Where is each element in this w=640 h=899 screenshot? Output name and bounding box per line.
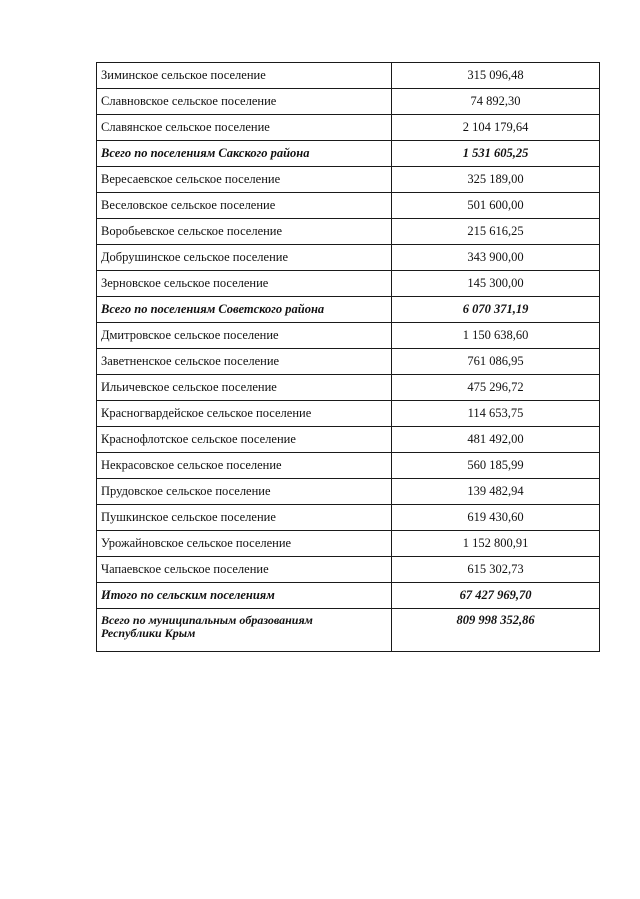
amount-cell: 139 482,94 [392, 479, 600, 505]
subtotal-amount-cell: 6 070 371,19 [392, 297, 600, 323]
table-row [97, 115, 600, 141]
amount-cell: 2 104 179,64 [392, 115, 600, 141]
table-row [97, 63, 600, 89]
grand-total-name-cell [97, 609, 392, 652]
settlement-name-cell: Славновское сельское поселение [97, 89, 392, 115]
table-row [97, 323, 600, 349]
amount-cell: 481 492,00 [392, 427, 600, 453]
settlements-budget-table [96, 62, 600, 652]
settlement-name-cell: Ильичевское сельское поселение [97, 375, 392, 401]
amount-cell: 343 900,00 [392, 245, 600, 271]
settlement-name-cell: Некрасовское сельское поселение [97, 453, 392, 479]
amount-cell: 114 653,75 [392, 401, 600, 427]
subtotal-row [97, 141, 600, 167]
amount-cell: 619 430,60 [392, 505, 600, 531]
table-row [97, 89, 600, 115]
subtotal-row [97, 583, 600, 609]
table-row [97, 427, 600, 453]
table-row [97, 193, 600, 219]
settlement-name-cell: Воробьевское сельское поселение [97, 219, 392, 245]
table-row [97, 401, 600, 427]
table-body [97, 63, 600, 652]
settlement-name-cell: Славянское сельское поселение [97, 115, 392, 141]
amount-cell: 761 086,95 [392, 349, 600, 375]
amount-cell: 145 300,00 [392, 271, 600, 297]
amount-cell: 1 150 638,60 [392, 323, 600, 349]
table-row [97, 453, 600, 479]
amount-cell: 74 892,30 [392, 89, 600, 115]
amount-cell: 560 185,99 [392, 453, 600, 479]
table-row [97, 479, 600, 505]
settlement-name-cell: Чапаевское сельское поселение [97, 557, 392, 583]
subtotal-name-cell: Итого по сельским поселениям [97, 583, 392, 609]
table-row [97, 557, 600, 583]
settlement-name-cell: Добрушинское сельское поселение [97, 245, 392, 271]
table-row [97, 219, 600, 245]
table-row [97, 245, 600, 271]
amount-cell: 1 152 800,91 [392, 531, 600, 557]
amount-cell: 325 189,00 [392, 167, 600, 193]
amount-cell: 501 600,00 [392, 193, 600, 219]
amount-cell: 615 302,73 [392, 557, 600, 583]
table-row [97, 505, 600, 531]
table-row [97, 271, 600, 297]
settlement-name-cell: Веселовское сельское поселение [97, 193, 392, 219]
settlement-name-cell: Красногвардейское сельское поселение [97, 401, 392, 427]
settlement-name-cell: Урожайновское сельское поселение [97, 531, 392, 557]
table-row [97, 349, 600, 375]
amount-cell: 215 616,25 [392, 219, 600, 245]
settlement-name-cell: Пушкинское сельское поселение [97, 505, 392, 531]
settlement-name-cell: Вересаевское сельское поселение [97, 167, 392, 193]
subtotal-row [97, 297, 600, 323]
settlement-name-cell: Краснофлотское сельское поселение [97, 427, 392, 453]
subtotal-name-cell: Всего по поселениям Сакского района [97, 141, 392, 167]
settlement-name-cell: Зерновское сельское поселение [97, 271, 392, 297]
amount-cell: 315 096,48 [392, 63, 600, 89]
subtotal-name-cell: Всего по поселениям Советского района [97, 297, 392, 323]
amount-cell: 475 296,72 [392, 375, 600, 401]
grand-total-name-line1: Всего по муниципальным образованиям [101, 613, 313, 627]
grand-total-row [97, 609, 600, 652]
table-row [97, 167, 600, 193]
subtotal-amount-cell: 67 427 969,70 [392, 583, 600, 609]
settlement-name-cell: Заветненское сельское поселение [97, 349, 392, 375]
settlement-name-cell: Прудовское сельское поселение [97, 479, 392, 505]
settlement-name-cell: Зиминское сельское поселение [97, 63, 392, 89]
settlement-name-cell: Дмитровское сельское поселение [97, 323, 392, 349]
grand-total-amount-cell: 809 998 352,86 [392, 609, 600, 652]
table-row [97, 375, 600, 401]
grand-total-name-line2: Республики Крым [101, 626, 196, 640]
subtotal-amount-cell: 1 531 605,25 [392, 141, 600, 167]
table-row [97, 531, 600, 557]
